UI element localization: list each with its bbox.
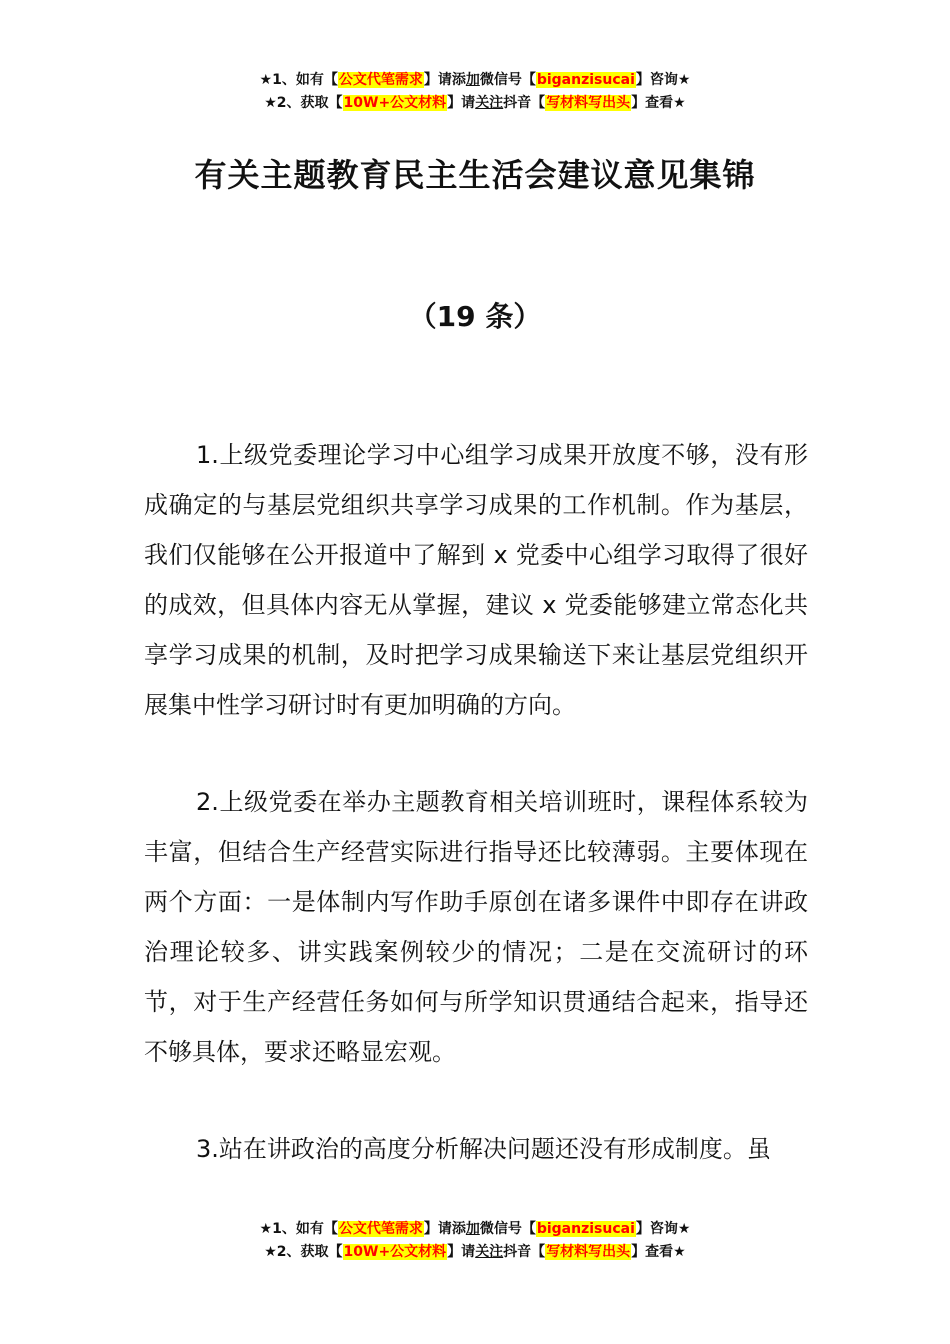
banner-highlight: biganzisucai xyxy=(536,72,635,88)
banner-highlight: 10W+公文材料 xyxy=(343,1244,447,1260)
banner-highlight: 公文代笔需求 xyxy=(338,72,423,88)
banner-text: 抖音【 xyxy=(503,1244,546,1260)
banner-line-2 xyxy=(0,92,950,115)
banner-highlight: biganzisucai xyxy=(536,1221,635,1237)
banner-emphasis: 加 xyxy=(465,72,480,88)
banner-text: ★2、获取【 xyxy=(264,95,343,111)
banner-text: 】查看★ xyxy=(631,1244,686,1260)
banner-text: 抖音【 xyxy=(503,95,546,111)
banner-text: 】请 xyxy=(447,1244,476,1260)
banner-text: 】请添 xyxy=(423,72,466,88)
banner-text: 】咨询★ xyxy=(635,1221,691,1237)
banner-emphasis: 关注 xyxy=(475,95,504,111)
document-title: 有关主题教育民主生活会建议意见集锦 xyxy=(194,156,756,194)
footer-banner xyxy=(0,1218,950,1264)
banner-highlight: 写材料写出头 xyxy=(546,1244,631,1260)
banner-text: ★2、获取【 xyxy=(264,1244,343,1260)
banner-text: ★1、如有【 xyxy=(259,1221,338,1237)
banner-text: 微信号【 xyxy=(479,72,536,88)
banner-highlight: 10W+公文材料 xyxy=(343,95,447,111)
banner-emphasis: 加 xyxy=(465,1221,480,1237)
banner-text: 微信号【 xyxy=(479,1221,536,1237)
banner-line-2 xyxy=(0,1241,950,1264)
banner-text: 】查看★ xyxy=(631,95,686,111)
document-subtitle: （19 条） xyxy=(408,300,542,333)
banner-text: ★1、如有【 xyxy=(259,72,338,88)
paragraph-2: 2.上级党委在举办主题教育相关培训班时，课程体系较为丰富，但结合生产经营实际进行指导还比较薄弱。主要体现在两个方面：一是体制内写作助手原创在诸多课件中即存在讲政治理论较多、讲实践案例较少的情况；二是在交流研讨的环节，对于生产经营任务如何与所学知识贯通结合起来，指导还不够具体，要求还略显宏观。 xyxy=(144,788,808,1066)
paragraph-1: 1.上级党委理论学习中心组学习成果开放度不够，没有形成确定的与基层党组织共享学习成果的工作机制。作为基层，我们仅能够在公开报道中了解到 x 党委中心组学习取得了很好的成效，但具体内容无从掌握，建议 x 党委能够建立常态化共享学习成果的机制，及时把学习成果输送下来让基层党组织开展集中性学习研讨时有更加明确的方向。 xyxy=(144,441,808,719)
banner-text: 】请 xyxy=(447,95,476,111)
banner-text: 】请添 xyxy=(423,1221,466,1237)
banner-highlight: 写材料写出头 xyxy=(546,95,631,111)
banner-highlight: 公文代笔需求 xyxy=(338,1221,423,1237)
paragraph-3: 3.站在讲政治的高度分析解决问题还没有形成制度。虽 xyxy=(196,1135,771,1163)
banner-line-1 xyxy=(0,69,950,92)
banner-line-1 xyxy=(0,1218,950,1241)
header-banner xyxy=(0,69,950,115)
document-body xyxy=(144,430,808,1174)
banner-emphasis: 关注 xyxy=(475,1244,504,1260)
banner-text: 】咨询★ xyxy=(635,72,691,88)
